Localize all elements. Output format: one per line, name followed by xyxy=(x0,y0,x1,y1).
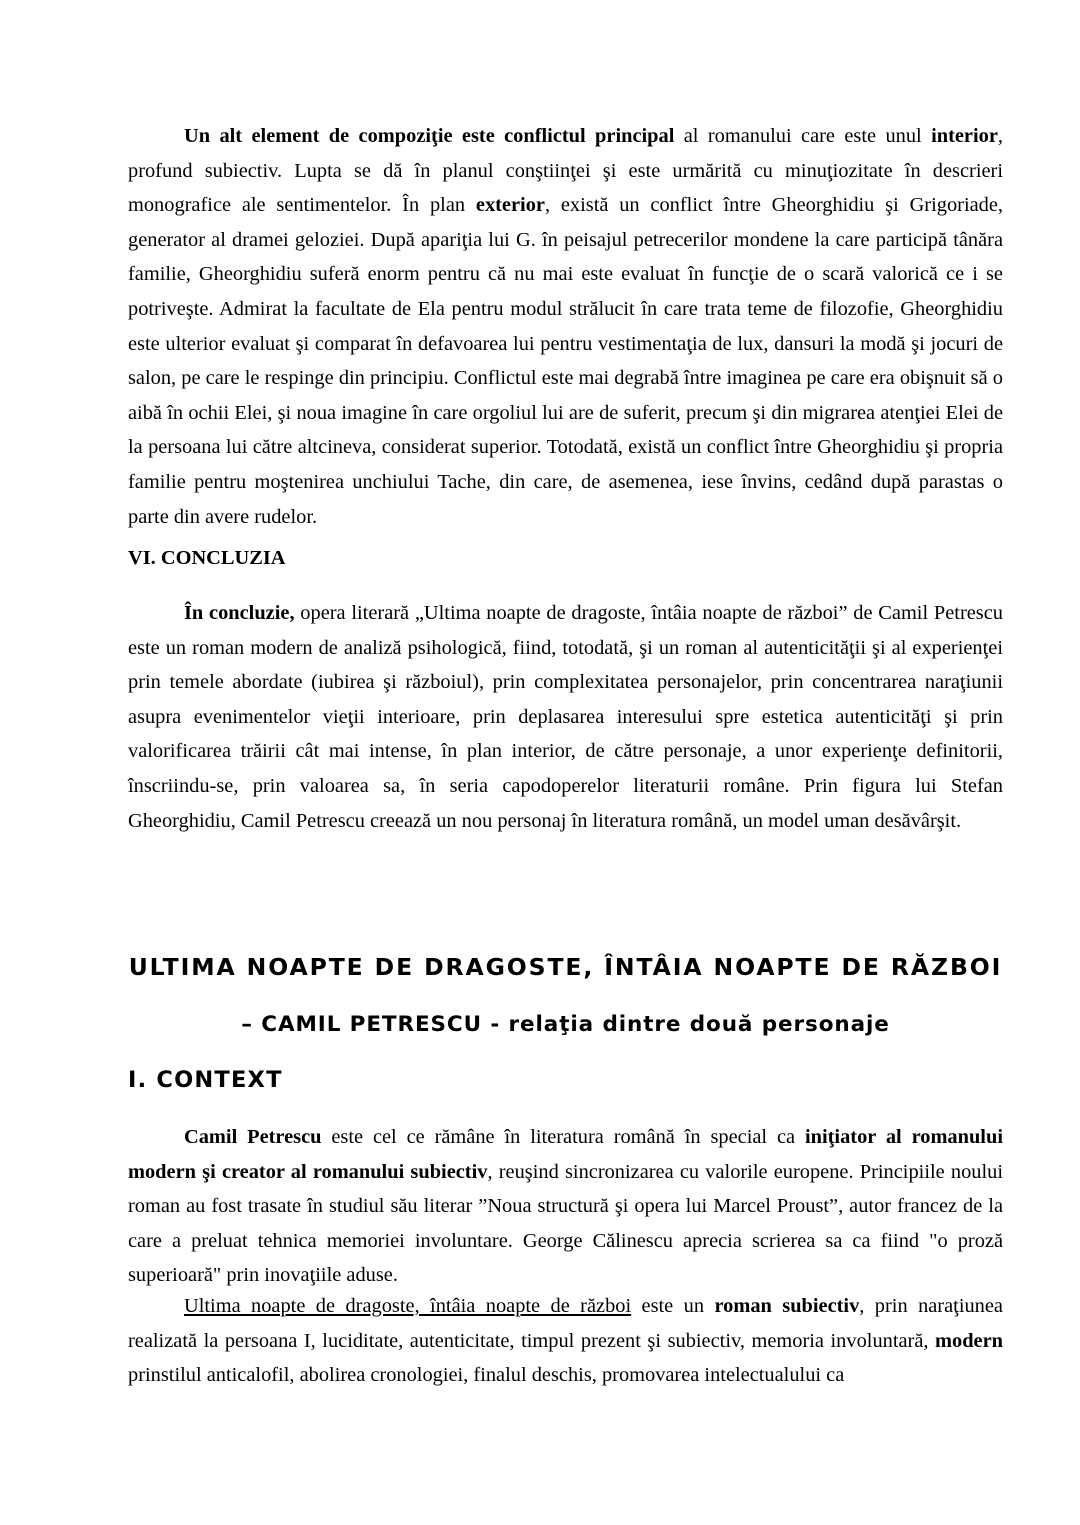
paragraph-context-2-text-1: este un xyxy=(631,1295,715,1317)
paragraph-conflict-bold-exterior: exterior xyxy=(475,194,545,217)
paragraph-context-1-bold-initiator: iniţiator al romanului modern şi creator al romanului subiectiv xyxy=(128,1126,1003,1183)
paragraph-context-2 xyxy=(128,1289,1003,1393)
paragraph-context-2-block xyxy=(128,1289,1003,1393)
paragraph-context-1 xyxy=(128,1120,1003,1293)
work-title-block xyxy=(128,952,1003,982)
work-subtitle-block xyxy=(128,1011,1003,1039)
paragraph-conclusion-block xyxy=(128,596,1003,838)
paragraph-conflict-text-3: , există un conflict între Gheorghidiu şi Grigoriade, generator al dramei geloziei. După apariţia lui G. în peisajul petrecerilor mondene la care participă tânăra familie, Gheorghidiu suferă enorm pentru că nu mai este evaluat în funcţie de o scară valorică ce i se potriveşte. Admirat la facultate de Ela pentru modul strălucit în care trata teme de filozofie, Gheorghidiu este ulterior evaluat şi comparat în defavoarea lui pentru vestimentaţia de lux, dansuri la modă şi jocuri de salon, pe care le respinge din principiu. Conflictul este mai degrabă între imaginea pe care era obişnuit să o aibă în ochii Elei, şi noua imagine în care orgoliul lui are de suferit, precum şi din migrarea atenţiei Elei de la persoana lui către altcineva, considerat superior. Totodată, există un conflict între Gheorghidiu şi propria familie pentru moştenirea unchiului Tache, din care, de asemenea, iese învins, cedând după parastas o parte din avere rudelor. xyxy=(128,194,1003,528)
paragraph-context-1-text-2: , reuşind sincronizarea cu valorile europene. Principiile noului roman au fost trasate în studiul său literar ”Noua structură şi opera lui Marcel Proust”, autor francez de la care a preluat tehnica memoriei involuntare. George Călinescu aprecia scrierea sa ca fiind "o proză superioară" prin inovaţiile aduse. xyxy=(128,1160,1004,1287)
paragraph-context-2-underlined-title: Ultima noapte de dragoste, întâia noapte de război xyxy=(184,1295,632,1317)
paragraph-context-2-bold-modern: modern xyxy=(935,1329,1003,1352)
paragraph-conflict xyxy=(128,119,1003,534)
paragraph-conflict-text-1: al romanului care este unul xyxy=(674,125,932,147)
paragraph-context-1-lead-bold: Camil Petrescu xyxy=(184,1126,322,1148)
paragraph-context-1-text-1: este cel ce rămâne în literatura română în special ca xyxy=(321,1126,805,1148)
paragraph-conflict-lead-bold: Un alt element de compoziţie este conflictul principal xyxy=(184,125,675,147)
paragraph-conflict-bold-interior: interior xyxy=(931,125,998,147)
paragraph-context-1-block xyxy=(128,1120,1003,1293)
heading-conclusion: VI. CONCLUZIA xyxy=(128,547,286,569)
heading-context-block xyxy=(128,1066,1003,1094)
paragraph-conflict-text-2: , profund subiectiv. Lupta se dă în planul conştiinţei şi este urmărită cu minuţiozitate în descrieri monografice ale sentimentelor. În plan xyxy=(128,125,1003,217)
paragraph-context-2-bold-roman-subiectiv: roman subiectiv xyxy=(714,1295,860,1317)
paragraph-conclusion-lead-bold: În concluzie, xyxy=(184,602,295,624)
work-subtitle: – CAMIL PETRESCU - relaţia dintre două personaje xyxy=(241,1012,890,1037)
work-title: ULTIMA NOAPTE DE DRAGOSTE, ÎNTÂIA NOAPTE DE RĂZBOI xyxy=(128,953,1003,981)
paragraph-conflict-block xyxy=(128,119,1003,534)
paragraph-conclusion-text: opera literară „Ultima noapte de dragoste, întâia noapte de război” de Camil Petrescu este un roman modern de analiză psihologică, fiind, totodată, şi un roman al autenticităţii şi al experienţei prin temele abordate (iubirea şi războiul), prin complexitatea personajelor, prin concentrarea naraţiunii asupra evenimentelor vieţii interioare, prin deplasarea interesului spre estetica autenticităţi şi prin valorificarea trăirii cât mai intense, în plan interior, de către personaje, a unor experienţe definitorii, înscriindu-se, prin valoarea sa, în seria capodoperelor literaturii române. Prin figura lui Stefan Gheorghidiu, Camil Petrescu creează un nou personaj în literatura română, un model uman desăvârşit. xyxy=(128,602,1003,832)
heading-conclusion-block xyxy=(128,545,1003,571)
paragraph-context-2-text-2: , prin naraţiunea realizată la persoana I, luciditate, autenticitate, timpul prezent şi subiectiv, memoria involuntară, xyxy=(128,1295,1003,1352)
paragraph-conclusion xyxy=(128,596,1003,838)
heading-context: I. CONTEXT xyxy=(128,1067,283,1093)
paragraph-context-2-text-3: prinstilul anticalofil, abolirea cronologiei, finalul deschis, promovarea intelectualului ca xyxy=(128,1364,845,1387)
